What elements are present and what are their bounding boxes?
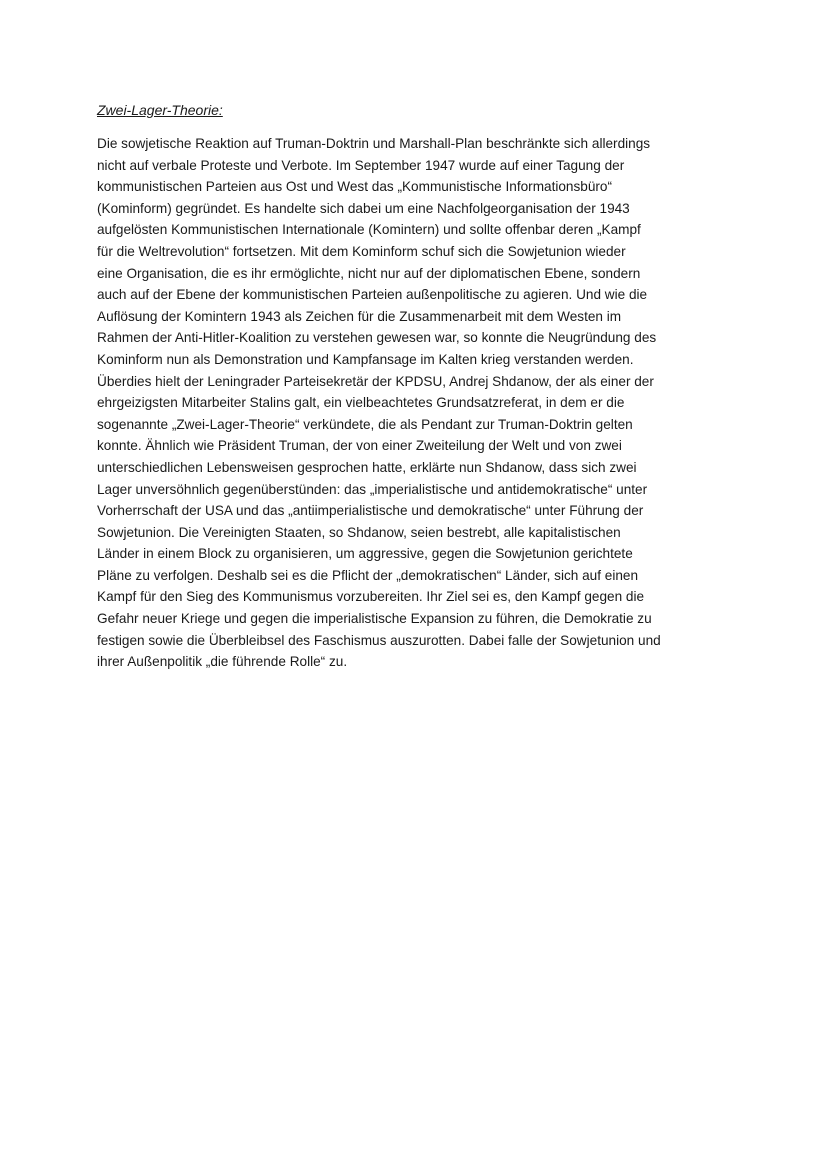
text-line: aufgelösten Kommunistischen Internationale (Komintern) und sollte offenbar deren „Kampf: [97, 222, 641, 238]
text-line: sogenannte „Zwei-Lager-Theorie“ verkündete, die als Pendant zur Truman-Doktrin gelten: [97, 416, 633, 432]
text-line: ihrer Außenpolitik „die führende Rolle“ zu.: [97, 654, 348, 670]
text-line: kommunistischen Parteien aus Ost und West das „Kommunistische Informationsbüro“: [97, 179, 613, 195]
text-line: unterschiedlichen Lebensweisen gesprochen hatte, erklärte nun Shdanow, dass sich zwei: [97, 459, 637, 475]
text-line: festigen sowie die Überbleibsel des Faschismus auszurotten. Dabei falle der Sowjetunion und: [97, 632, 661, 648]
text-line: Lager unversöhnlich gegenüberstünden: das „imperialistische und antidemokratische“ unter: [97, 481, 648, 497]
text-line: auch auf der Ebene der kommunistischen Parteien außenpolitische zu agieren. Und wie die: [97, 287, 648, 303]
text-line: eine Organisation, die es ihr ermöglichte, nicht nur auf der diplomatischen Ebene, sondern: [97, 265, 641, 281]
text-line: Auflösung der Komintern 1943 als Zeichen für die Zusammenarbeit mit dem Westen im: [97, 308, 622, 324]
document-content: [97, 99, 737, 673]
text-line: Überdies hielt der Leningrader Parteisekretär der KPDSU, Andrej Shdanow, der als einer der: [97, 373, 654, 389]
text-line: für die Weltrevolution“ fortsetzen. Mit dem Kominform schuf sich die Sowjetunion wieder: [97, 243, 626, 259]
text-line: Vorherrschaft der USA und das „antiimperialistische und demokratische“ unter Führung der: [97, 503, 644, 519]
text-line: Gefahr neuer Kriege und gegen die imperialistische Expansion zu führen, die Demokratie zu: [97, 611, 652, 627]
text-line: ehrgeizigsten Mitarbeiter Stalins galt, ein vielbeachtetes Grundsatzreferat, in dem er die: [97, 395, 625, 411]
text-line: Rahmen der Anti-Hitler-Koalition zu verstehen gewesen war, so konnte die Neugründung des: [97, 330, 657, 346]
text-line: (Kominform) gegründet. Es handelte sich dabei um eine Nachfolgeorganisation der 1943: [97, 200, 630, 216]
text-line: Pläne zu verfolgen. Deshalb sei es die Pflicht der „demokratischen“ Länder, sich auf einen: [97, 567, 639, 583]
text-line: Kampf für den Sieg des Kommunismus vorzubereiten. Ihr Ziel sei es, den Kampf gegen die: [97, 589, 645, 605]
text-line: Kominform nun als Demonstration und Kampfansage im Kalten krieg verstanden werden.: [97, 351, 634, 367]
page-title: Zwei-Lager-Theorie:: [97, 102, 223, 118]
text-line: Sowjetunion. Die Vereinigten Staaten, so Shdanow, seien bestrebt, alle kapitalistischen: [97, 524, 621, 540]
text-line: nicht auf verbale Proteste und Verbote. Im September 1947 wurde auf einer Tagung der: [97, 157, 625, 173]
text-line: Länder in einem Block zu organisieren, um aggressive, gegen die Sowjetunion gerichtete: [97, 546, 633, 562]
text-line: Die sowjetische Reaktion auf Truman-Doktrin und Marshall-Plan beschränkte sich allerdings: [97, 136, 651, 151]
body-paragraph: [97, 133, 737, 673]
text-line: konnte. Ähnlich wie Präsident Truman, der von einer Zweiteilung der Welt und von zwei: [97, 438, 622, 454]
